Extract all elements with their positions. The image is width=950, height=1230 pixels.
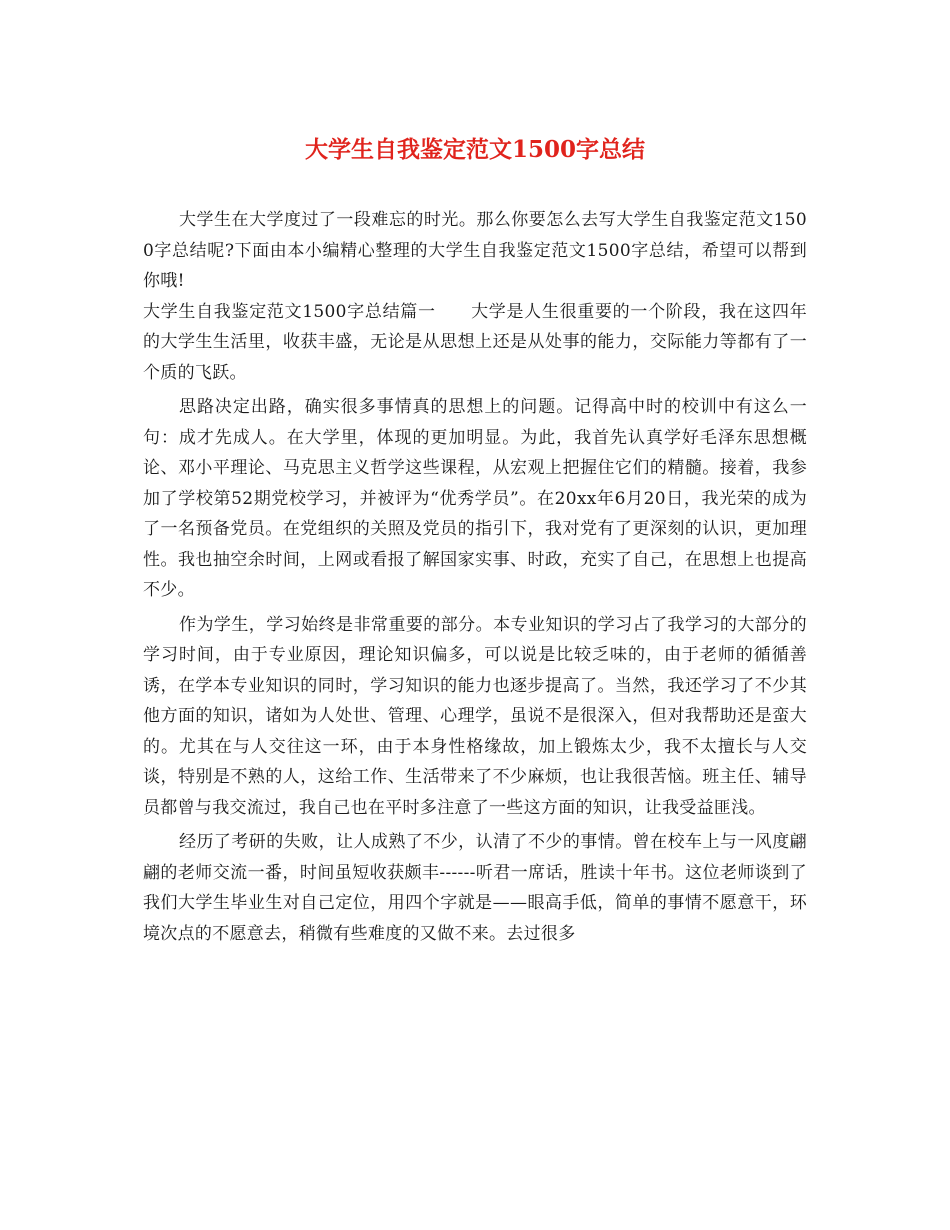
- body-paragraph: 经历了考研的失败，让人成熟了不少，认清了不少的事情。曾在校车上与一风度翩翩的老师交流一番，时间虽短收获颇丰------听君一席话，胜读十年书。这位老师谈到了我们大学生毕业生对自己定位，用四个字就是——眼高手低，简单的事情不愿意干，环境次点的不愿意去，稍微有些难度的又做不来。去过很多: [143, 832, 807, 944]
- body-paragraph: 思路决定出路，确实很多事情真的思想上的问题。记得高中时的校训中有这么一句：成才先成人。在大学里，体现的更加明显。为此，我首先认真学好毛泽东思想概论、邓小平理论、马克思主义哲学这些课程，从宏观上把握住它们的精髓。接着，我参加了学校第52期党校学习，并被评为“优秀学员”。在20xx年6月20日，我光荣的成为了一名预备党员。在党组织的关照及党员的指引下，我对党有了更深刻的认识，更加理性。我也抽空余时间，上网或看报了解国家实事、时政，充实了自己，在思想上也提高不少。: [143, 397, 807, 600]
- document-title: 大学生自我鉴定范文1500字总结: [304, 136, 645, 163]
- intro-paragraph: 大学生在大学度过了一段难忘的时光。那么你要怎么去写大学生自我鉴定范文1500字总结呢?下面由本小编精心整理的大学生自我鉴定范文1500字总结，希望可以帮到你哦!: [143, 210, 807, 291]
- section-heading-paragraph: 大学生自我鉴定范文1500字总结篇一 大学是人生很重要的一个阶段，我在这四年的大学生生活里，收获丰盛，无论是从思想上还是从处事的能力，交际能力等都有了一个质的飞跃。: [143, 301, 807, 383]
- body-paragraph: 作为学生，学习始终是非常重要的部分。本专业知识的学习占了我学习的大部分的学习时间，由于专业原因，理论知识偏多，可以说是比较乏味的，由于老师的循循善诱，在学本专业知识的同时，学习知识的能力也逐步提高了。当然，我还学习了不少其他方面的知识，诸如为人处世、管理、心理学，虽说不是很深入，但对我帮助还是蛮大的。尤其在与人交往这一环，由于本身性格缘故，加上锻炼太少，我不太擅长与人交谈，特别是不熟的人，这给工作、生活带来了不少麻烦，也让我很苦恼。班主任、辅导员都曾与我交流过，我自己也在平时多注意了一些这方面的知识，让我受益匪浅。: [143, 614, 807, 818]
- document-body: [143, 205, 807, 949]
